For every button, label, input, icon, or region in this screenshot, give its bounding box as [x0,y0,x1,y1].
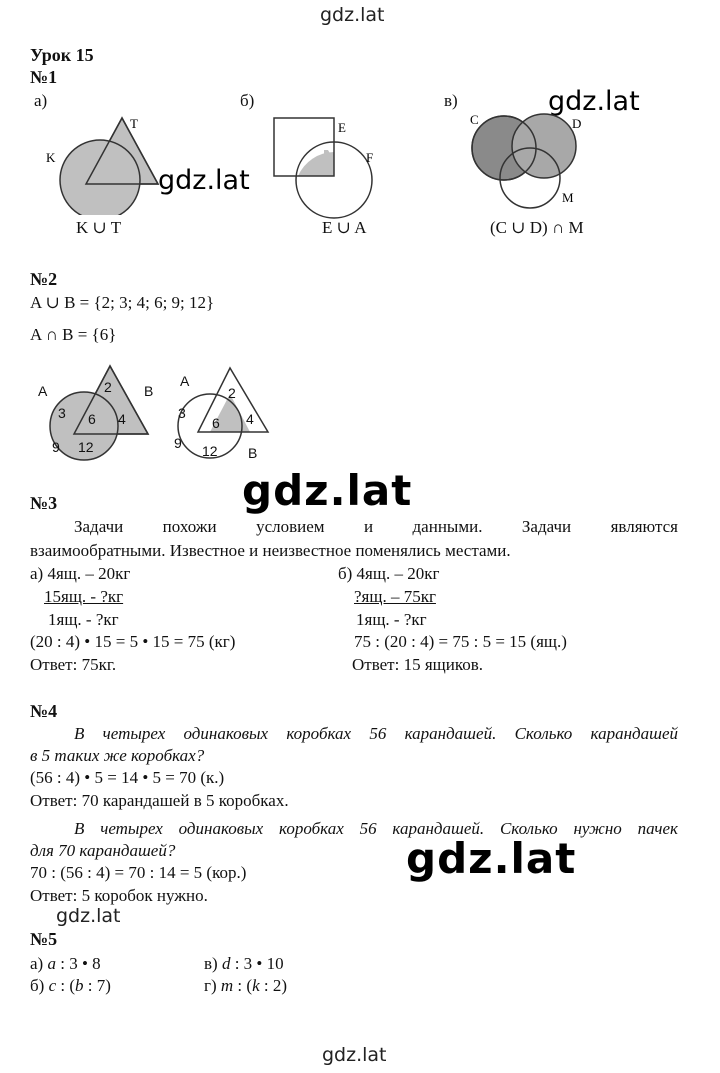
task4-problem2-line2: для 70 карандашей? [30,841,176,860]
task2-union: A ∪ B = {2; 3; 4; 6; 9; 12} [30,293,215,312]
task4-problem2-line1: В четырех одинаковых коробках 56 карандашей. Сколько нужно пачек [74,819,678,838]
watermark-bottom: gdz.lat [322,1044,387,1066]
task3-a-line3: 1ящ. - ?кг [48,610,119,629]
label-d: D [572,116,582,131]
task4-problem1-line1: В четырех одинаковых коробках 56 карандашей. Сколько карандашей [74,724,678,743]
task3-a-line2: 15ящ. - ?кг [44,587,124,606]
task4-problem1-solution: (56 : 4) • 5 = 14 • 5 = 70 (к.) [30,768,225,787]
item-v-label: в) [204,954,222,973]
task4-problem1-line2: в 5 таких же коробках? [30,746,205,765]
task4-problem2-answer: Ответ: 5 коробок нужно. [30,886,208,905]
task1-b-caption: E ∪ A [322,218,367,237]
item-b-var2: b [75,976,84,995]
label-m: M [562,190,574,205]
watermark-top: gdz.lat [320,4,385,26]
label-2: 2 [104,379,112,395]
item-v-rest: : 3 • 10 [230,954,284,973]
task3-b-answer: Ответ: 15 ящиков. [352,655,484,674]
label-9: 9 [52,439,60,455]
task2-number: №2 [30,269,58,289]
item-g-label: г) [204,976,221,995]
task1-number: №1 [30,67,58,87]
venn-diagram-c-d-m [466,104,596,216]
task1-b-label: б) [240,91,255,110]
venn-diagram-task2-second [170,362,280,466]
task3-a-answer: Ответ: 75кг. [30,655,117,674]
label-c: C [470,112,479,127]
task4-problem1-answer: Ответ: 70 карандашей в 5 коробках. [30,791,289,810]
label-t: T [130,116,138,131]
item-g-var2: k [252,976,260,995]
task4-number: №4 [30,701,58,721]
task3-b-line1: б) 4ящ. – 20кг [338,564,440,583]
label-b: B [144,383,154,399]
label-k: K [46,150,56,165]
task1-a-caption: K ∪ T [76,218,122,237]
label-12: 12 [202,443,218,459]
task3-intro-line1: Задачи похожи условием и данными. Задачи являются [74,517,678,536]
task5-item-a [30,953,101,974]
label-9: 9 [174,435,182,451]
task5-item-g [204,975,287,996]
task3-number: №3 [30,493,58,513]
label-b: B [248,445,258,461]
task5-number: №5 [30,929,58,949]
task3-b-line2: ?ящ. – 75кг [354,587,436,606]
watermark-right: gdz.lat [548,86,640,117]
item-b-mid: : ( [56,976,75,995]
item-v-var: d [221,954,231,973]
item-a-rest: : 3 • 8 [55,954,101,973]
task5-item-b [30,975,111,996]
venn-diagram-e-f [262,110,402,220]
item-b-label: б) [30,976,49,995]
item-g-mid: : ( [233,976,253,995]
label-12: 12 [78,439,94,455]
item-b-rest: : 7) [83,976,111,995]
venn-diagram-k-t [40,110,170,215]
label-a: A [38,383,48,399]
task1-v-label: в) [444,91,458,110]
watermark-left: gdz.lat [158,165,250,196]
label-3: 3 [178,405,186,421]
label-a: A [180,373,190,389]
task1-v-caption: (C ∪ D) ∩ M [490,218,584,237]
item-b-var: c [48,976,57,995]
task5-item-v [204,953,284,974]
watermark-lower: gdz.lat [406,834,577,883]
venn-diagram-task2-first [34,362,162,462]
task1-a-label: а) [34,91,48,110]
task4-problem2-solution: 70 : (56 : 4) = 70 : 14 = 5 (кор.) [30,863,247,882]
watermark-center: gdz.lat [242,466,413,515]
label-6: 6 [212,415,220,431]
task3-b-solution: 75 : (20 : 4) = 75 : 5 = 15 (ящ.) [354,632,567,651]
label-e: E [338,120,346,135]
task3-a-line1: а) 4ящ. – 20кг [30,564,131,583]
label-4: 4 [118,411,126,427]
item-g-rest: : 2) [259,976,287,995]
task3-b-line3: 1ящ. - ?кг [356,610,427,629]
label-4: 4 [246,411,254,427]
label-f: F [366,150,374,165]
item-a-label: а) [30,954,48,973]
label-6: 6 [88,411,96,427]
lesson-title: Урок 15 [30,45,94,65]
item-a-var: a [47,954,56,973]
watermark-small: gdz.lat [56,905,121,927]
task2-intersection: A ∩ B = {6} [30,325,117,344]
task3-intro-line2: взаимообратными. Известное и неизвестное поменялись местами. [30,541,511,560]
label-3: 3 [58,405,66,421]
item-g-var: m [220,976,234,995]
label-2: 2 [228,385,236,401]
task3-a-solution: (20 : 4) • 15 = 5 • 15 = 75 (кг) [30,632,236,651]
